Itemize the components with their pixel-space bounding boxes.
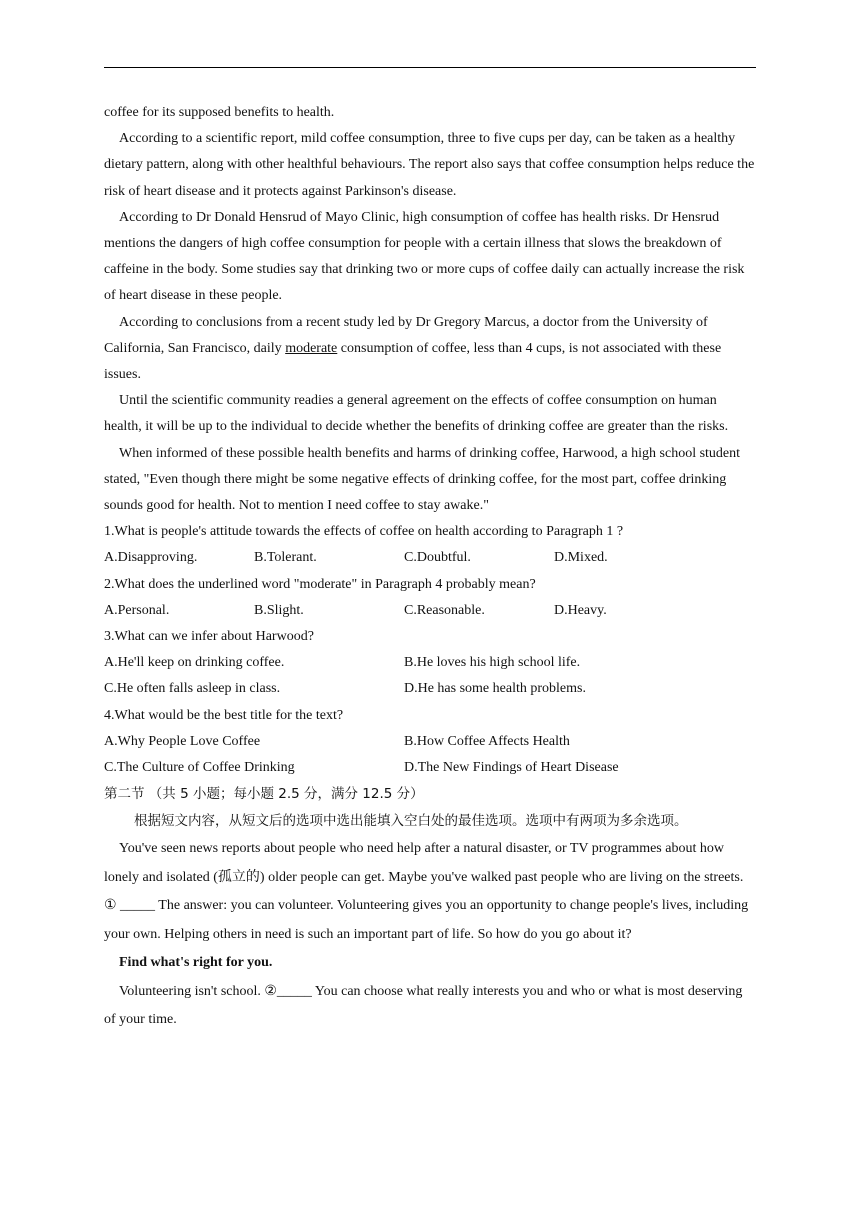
question-4-option-d: D.The New Findings of Heart Disease (404, 760, 619, 776)
question-2-option-a: A.Personal. (104, 602, 170, 618)
section-2-paragraph-2: Volunteering isn't school. ②_____ You can choose what really interests you and who or what is most deserving of your time. (104, 983, 743, 1028)
p3-after: consumption of coffee, less than 4 cups, is not associated with these issues. (104, 340, 722, 383)
section-2-instruction: 根据短文内容，从短文后的选项中选出能填入空白处的最佳选项。选项中有两项为多余选项。 (134, 813, 688, 830)
underlined-word: moderate (285, 340, 338, 356)
question-4-options-row-1 (104, 729, 756, 755)
question-4-option-a: A.Why People Love Coffee (104, 733, 261, 749)
question-2-option-d: D.Heavy. (554, 602, 607, 618)
passage-paragraph-4: Until the scientific community readies a general agreement on the effects of coffee consumption on human health, it will be up to the individual to decide whether the benefits of drinking coffee are greater than the risks. (104, 393, 729, 435)
question-2-options (104, 598, 756, 624)
question-3-option-b: B.He loves his high school life. (404, 655, 581, 671)
p3-before: According to conclusions from a recent study led by Dr Gregory Marcus, a doctor from the University of California, San Francisco, daily (104, 314, 708, 356)
question-1-option-a: A.Disapproving. (104, 550, 198, 566)
question-4-stem: 4.What would be the best title for the text? (104, 707, 344, 723)
question-3-stem: 3.What can we infer about Harwood? (104, 629, 314, 645)
section-2-subheading: Find what's right for you. (119, 955, 273, 971)
passage-paragraph-1: According to a scientific report, mild coffee consumption, three to five cups per day, can be taken as a healthy dietary pattern, along with other healthful behaviours. The report also says that coffee consumption helps reduce the risk of heart disease and it protects against Parkinson's disease. (104, 131, 755, 199)
question-1-option-d: D.Mixed. (554, 550, 608, 566)
question-1-option-c: C.Doubtful. (404, 550, 471, 566)
question-2-option-b: B.Slight. (254, 602, 304, 618)
question-2-option-c: C.Reasonable. (404, 602, 485, 618)
section-2-heading: 第二节 （共 5 小题；每小题 2.5 分，满分 12.5 分） (104, 786, 424, 803)
section-2-paragraph-1: You've seen news reports about people who need help after a natural disaster, or TV programmes about how lonely and isolated (孤立的) older people can get. Maybe you've walked past people who are living on the streets. ① _____ The answer: you can volunteer. Volunteering gives you an opportunity to change people's lives, including your own. Helping others in need is such an important part of life. So how do you go about it? (104, 841, 749, 942)
passage-paragraph-0: coffee for its supposed benefits to health. (104, 105, 335, 120)
question-3-option-a: A.He'll keep on drinking coffee. (104, 655, 285, 671)
header-rule (104, 67, 756, 68)
question-4-option-c: C.The Culture of Coffee Drinking (104, 760, 295, 776)
question-1-stem: 1.What is people's attitude towards the effects of coffee on health according to Paragraph 1 ? (104, 524, 624, 540)
question-1-option-b: B.Tolerant. (254, 550, 317, 566)
question-1-options (104, 545, 756, 571)
question-3-option-c: C.He often falls asleep in class. (104, 681, 281, 697)
passage-paragraph-3 (104, 310, 756, 389)
page-content (104, 100, 756, 1035)
question-4-options-row-2 (104, 755, 756, 781)
question-2-stem: 2.What does the underlined word "moderate" in Paragraph 4 probably mean? (104, 576, 536, 592)
section-2 (104, 781, 756, 1035)
passage-paragraph-2: According to Dr Donald Hensrud of Mayo Clinic, high consumption of coffee has health risks. Dr Hensrud mentions the dangers of high coffee consumption for people with a certain illness that slows the breakdown of caffeine in the body. Some studies say that drinking two or more cups of coffee daily can actually increase the risk of heart disease in these people. (104, 209, 745, 304)
question-3-options-row-1 (104, 650, 756, 676)
question-3-option-d: D.He has some health problems. (404, 681, 586, 697)
question-3-options-row-2 (104, 676, 756, 702)
question-4-option-b: B.How Coffee Affects Health (404, 733, 570, 749)
passage-paragraph-5: When informed of these possible health benefits and harms of drinking coffee, Harwood, a high school student stated, "Even though there might be some negative effects of drinking coffee, for the most part, coffee drinking sounds good for health. Not to mention I need coffee to stay awake." (104, 445, 741, 514)
